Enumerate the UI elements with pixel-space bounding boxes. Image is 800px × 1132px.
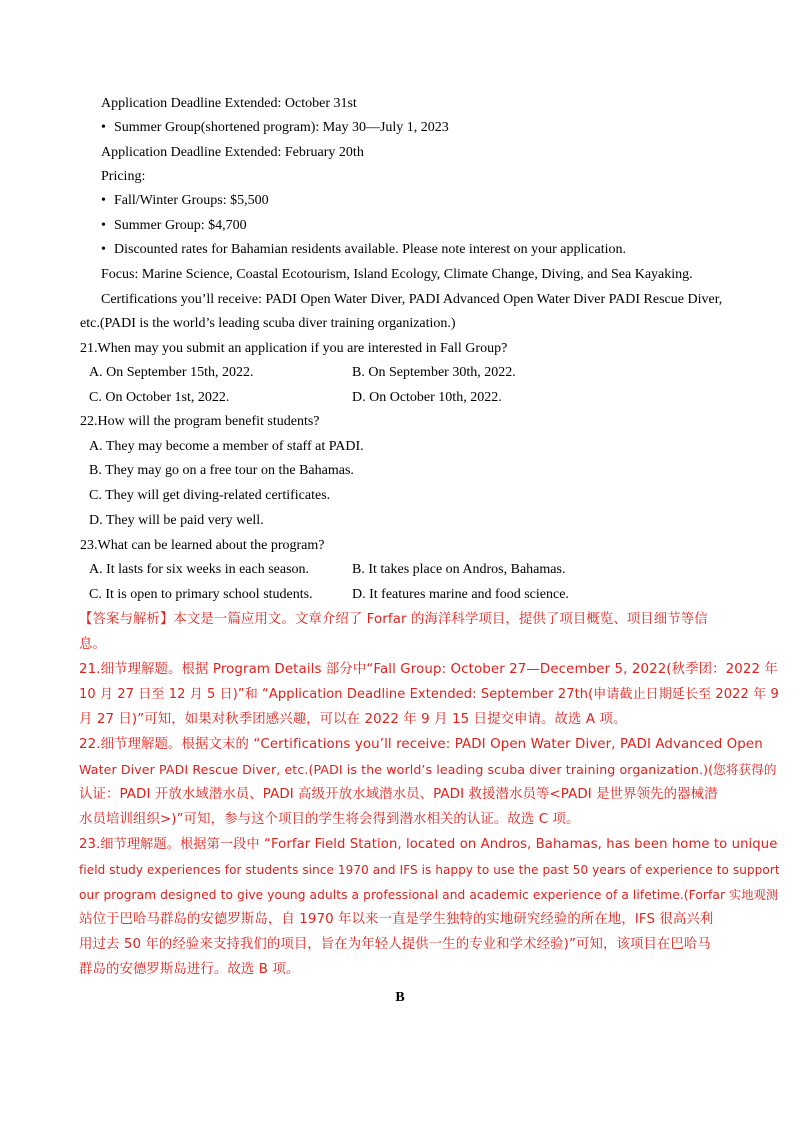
q22-option-d: D. They will be paid very well. bbox=[89, 513, 264, 528]
q22-option-b: B. They may go on a free tour on the Bahamas. bbox=[89, 463, 354, 478]
q22-option-c: C. They will get diving-related certificates. bbox=[89, 488, 331, 503]
answer-line-15: 群岛的安德罗斯岛进行。故选 B 项。 bbox=[79, 962, 300, 977]
summer-group-text: Summer Group(shortened program): May 30—July 1, 2023 bbox=[114, 120, 449, 135]
answer-line-4: 10 月 27 日至 12 月 5 日)”和 “Application Deadline Extended: September 27th(申请截止日期延长至 2022 年 9 bbox=[79, 687, 779, 702]
question-23-stem: 23.What can be learned about the program? bbox=[80, 538, 325, 553]
bullet-discount bbox=[101, 240, 626, 260]
q21-option-d: D. On October 10th, 2022. bbox=[352, 390, 502, 405]
bullet-icon: • bbox=[101, 242, 106, 257]
bullet-icon: • bbox=[101, 193, 106, 208]
deadline-fall: Application Deadline Extended: October 31st bbox=[101, 96, 357, 111]
question-21-stem: 21.When may you submit an application if you are interested in Fall Group? bbox=[80, 341, 508, 356]
discount-text: Discounted rates for Bahamian residents available. Please note interest on your application. bbox=[114, 242, 627, 257]
answer-line-3: 21.细节理解题。根据 Program Details 部分中“Fall Group: October 27—December 5, 2022(秋季团：2022 年 bbox=[79, 662, 778, 677]
answer-line-12: our program designed to give young adults a professional and academic experience of a lifetime.(Forfar 实地观测 bbox=[79, 888, 779, 902]
q22-option-a: A. They may become a member of staff at PADI. bbox=[89, 439, 364, 454]
answer-line-9: 水员培训组织>)”可知，参与这个项目的学生将会得到潜水相关的认证。故选 C 项。 bbox=[79, 812, 580, 827]
answer-line-5: 月 27 日)”可知，如果对秋季团感兴趣，可以在 2022 年 9 月 15 日提交申请。故选 A 项。 bbox=[79, 712, 627, 727]
q23-option-a: A. It lasts for six weeks in each season. bbox=[89, 562, 310, 577]
q23-option-d: D. It features marine and food science. bbox=[352, 587, 569, 602]
q23-option-c: C. It is open to primary school students. bbox=[89, 587, 313, 602]
focus-text: Focus: Marine Science, Coastal Ecotourism, Island Ecology, Climate Change, Diving, and Sea Kayaking. bbox=[101, 267, 693, 282]
bullet-price-summer bbox=[101, 216, 247, 236]
answer-line-6: 22.细节理解题。根据文末的 “Certifications you’ll receive: PADI Open Water Diver, PADI Advanced Open bbox=[79, 737, 763, 752]
certifications-line-1: Certifications you’ll receive: PADI Open Water Diver, PADI Advanced Open Water Diver PADI Rescue Diver, bbox=[101, 292, 723, 307]
q21-option-c: C. On October 1st, 2022. bbox=[89, 390, 230, 405]
deadline-summer: Application Deadline Extended: February 20th bbox=[101, 145, 364, 160]
question-22-stem: 22.How will the program benefit students? bbox=[80, 414, 320, 429]
answer-line-10: 23.细节理解题。根据第一段中 “Forfar Field Station, located on Andros, Bahamas, has been home to unique bbox=[79, 837, 778, 852]
answer-line-2: 息。 bbox=[79, 637, 106, 652]
bullet-icon: • bbox=[101, 120, 106, 135]
bullet-icon: • bbox=[101, 218, 106, 233]
pricing-label: Pricing: bbox=[101, 169, 146, 184]
answer-line-11: field study experiences for students since 1970 and IFS is happy to use the past 50 years of experience to support bbox=[79, 863, 780, 877]
answer-line-8: 认证：PADI 开放水域潜水员、PADI 高级开放水域潜水员、PADI 救援潜水员等<PADI 是世界领先的器械潜 bbox=[79, 787, 718, 802]
bullet-price-fall-winter bbox=[101, 191, 269, 211]
q21-option-b: B. On September 30th, 2022. bbox=[352, 365, 516, 380]
page-label: B bbox=[395, 990, 405, 1005]
answer-line-1: 【答案与解析】本文是一篇应用文。文章介绍了 Forfar 的海洋科学项目，提供了项目概览、项目细节等信 bbox=[79, 612, 708, 627]
price-fall-winter: Fall/Winter Groups: $5,500 bbox=[114, 193, 269, 208]
answer-line-7: Water Diver PADI Rescue Diver, etc.(PADI is the world’s leading scuba diver training organization.)(您将获得的 bbox=[79, 762, 777, 777]
price-summer: Summer Group: $4,700 bbox=[114, 218, 247, 233]
certifications-line-2: etc.(PADI is the world’s leading scuba diver training organization.) bbox=[80, 316, 456, 331]
answer-line-13: 站位于巴哈马群岛的安德罗斯岛，自 1970 年以来一直是学生独特的实地研究经验的所在地，IFS 很高兴利 bbox=[79, 912, 714, 927]
answer-line-14: 用过去 50 年的经验来支持我们的项目，旨在为年轻人提供一生的专业和学术经验)”可知，该项目在巴哈马 bbox=[79, 937, 711, 952]
bullet-summer-group bbox=[101, 118, 449, 138]
q21-option-a: A. On September 15th, 2022. bbox=[89, 365, 254, 380]
q23-option-b: B. It takes place on Andros, Bahamas. bbox=[352, 562, 566, 577]
